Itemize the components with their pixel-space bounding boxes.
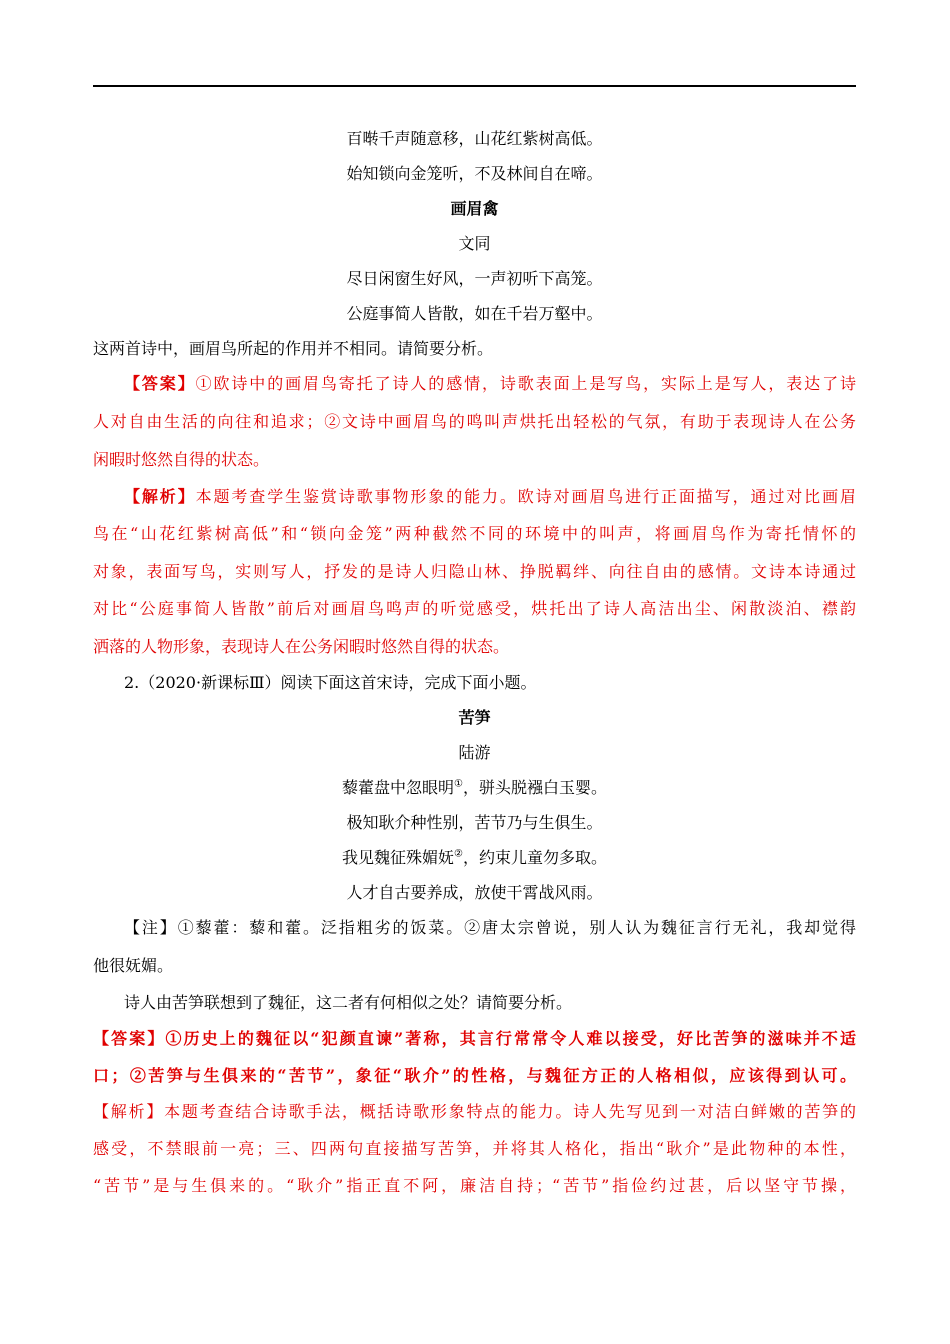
poem2-author: 文同: [458, 234, 491, 253]
q1-answer-line-2: 人对自由生活的向往和追求；②文诗中画眉鸟的鸣叫声烘托出轻松的气氛，有助于表现诗人在公务: [93, 412, 856, 431]
poem2-line-1: 尽日闲窗生好风，一声初听下高笼。: [346, 269, 603, 288]
q1-analysis-line-2: 鸟在“山花红紫树高低”和“锁向金笼”两种截然不同的环境中的叫声，将画眉鸟作为寄托情怀的: [93, 524, 856, 543]
q2-analysis-line-1: 【解析】本题考查结合诗歌手法，概括诗歌形象特点的能力。诗人先写见到一对洁白鲜嫩的苦笋的: [93, 1102, 856, 1121]
q2-header: 2.（2020·新课标Ⅲ）阅读下面这首宋诗，完成下面小题。: [124, 673, 537, 692]
q1-answer-line-1: 【答案】①欧诗中的画眉鸟寄托了诗人的感情，诗歌表面上是写鸟，实际上是写人，表达了诗: [124, 374, 856, 393]
q1-answer-line-3: 闲暇时悠然自得的状态。: [93, 450, 270, 469]
footnote-ref-2: ②: [454, 848, 463, 860]
poem1-line-2: 始知锁向金笼听，不及林间自在啼。: [346, 164, 603, 183]
q1-analysis-line-5: 洒落的人物形象，表现诗人在公务闲暇时悠然自得的状态。: [93, 637, 510, 656]
q2-poem-line-1: 藜藿盘中忽眼明①，骈头脱襁白玉婴。: [342, 778, 607, 797]
q2-poem-line-2: 极知耿介种性别，苦节乃与生俱生。: [346, 813, 603, 832]
q2-poem-line-4: 人才自古要养成，放使干霄战风雨。: [346, 883, 603, 902]
q2-note-line-1: 【注】①藜藿：藜和藿。泛指粗劣的饭菜。②唐太宗曾说，别人认为魏征言行无礼，我却觉得: [124, 918, 856, 937]
q2-analysis-tag: 【解析】: [93, 1102, 165, 1121]
footnote-ref-1: ①: [454, 778, 463, 790]
poem1-line-1: 百啭千声随意移，山花红紫树高低。: [346, 129, 603, 148]
q2-poem-line-3: 我见魏征殊媚妩②，约束儿童勿多取。: [342, 848, 607, 867]
q1-analysis-line-1: 【解析】本题考查学生鉴赏诗歌事物形象的能力。欧诗对画眉鸟进行正面描写，通过对比画眉: [124, 487, 856, 506]
q2-answer-line-1: 【答案】①历史上的魏征以“犯颜直谏”著称，其言行常常令人难以接受，好比苦笋的滋味并不适: [93, 1029, 856, 1048]
q2-poem-title: 苦笋: [458, 708, 491, 727]
q2-analysis-line-2: 感受，不禁眼前一亮；三、四两句直接描写苦笋，并将其人格化，指出“耿介”是此物种的本性，: [93, 1139, 856, 1158]
poem2-line-2: 公庭事简人皆散，如在千岩万壑中。: [346, 304, 603, 323]
q2-analysis-line-3: “苦节”是与生俱来的。“耿介”指正直不阿，廉洁自持；“苦节”指俭约过甚，后以坚守节操，: [93, 1176, 856, 1195]
poem2-title: 画眉禽: [450, 199, 499, 218]
header-rule: [93, 85, 856, 87]
q1-analysis-tag: 【解析】: [124, 487, 196, 506]
q2-note-line-2: 他很妩媚。: [93, 956, 174, 975]
q1-analysis-line-3: 对象，表面写鸟，实则写人，抒发的是诗人归隐山林、挣脱羁绊、向往自由的感情。文诗本诗通过: [93, 562, 856, 581]
q1-question: 这两首诗中，画眉鸟所起的作用并不相同。请简要分析。: [93, 339, 494, 358]
q2-poem-author: 陆游: [458, 743, 491, 762]
q1-analysis-line-4: 对比“公庭事简人皆散”前后对画眉鸟鸣声的听觉感受，烘托出了诗人高洁出尘、闲散淡泊、襟韵: [93, 599, 856, 618]
q2-answer-line-2: 口；②苦笋与生俱来的“苦节”，象征“耿介”的性格，与魏征方正的人格相似，应该得到认可。: [93, 1066, 856, 1085]
q2-question: 诗人由苦笋联想到了魏征，这二者有何相似之处？请简要分析。: [124, 993, 573, 1012]
q2-answer-tag: 【答案】: [93, 1029, 166, 1048]
q1-answer-tag: 【答案】: [124, 374, 196, 393]
